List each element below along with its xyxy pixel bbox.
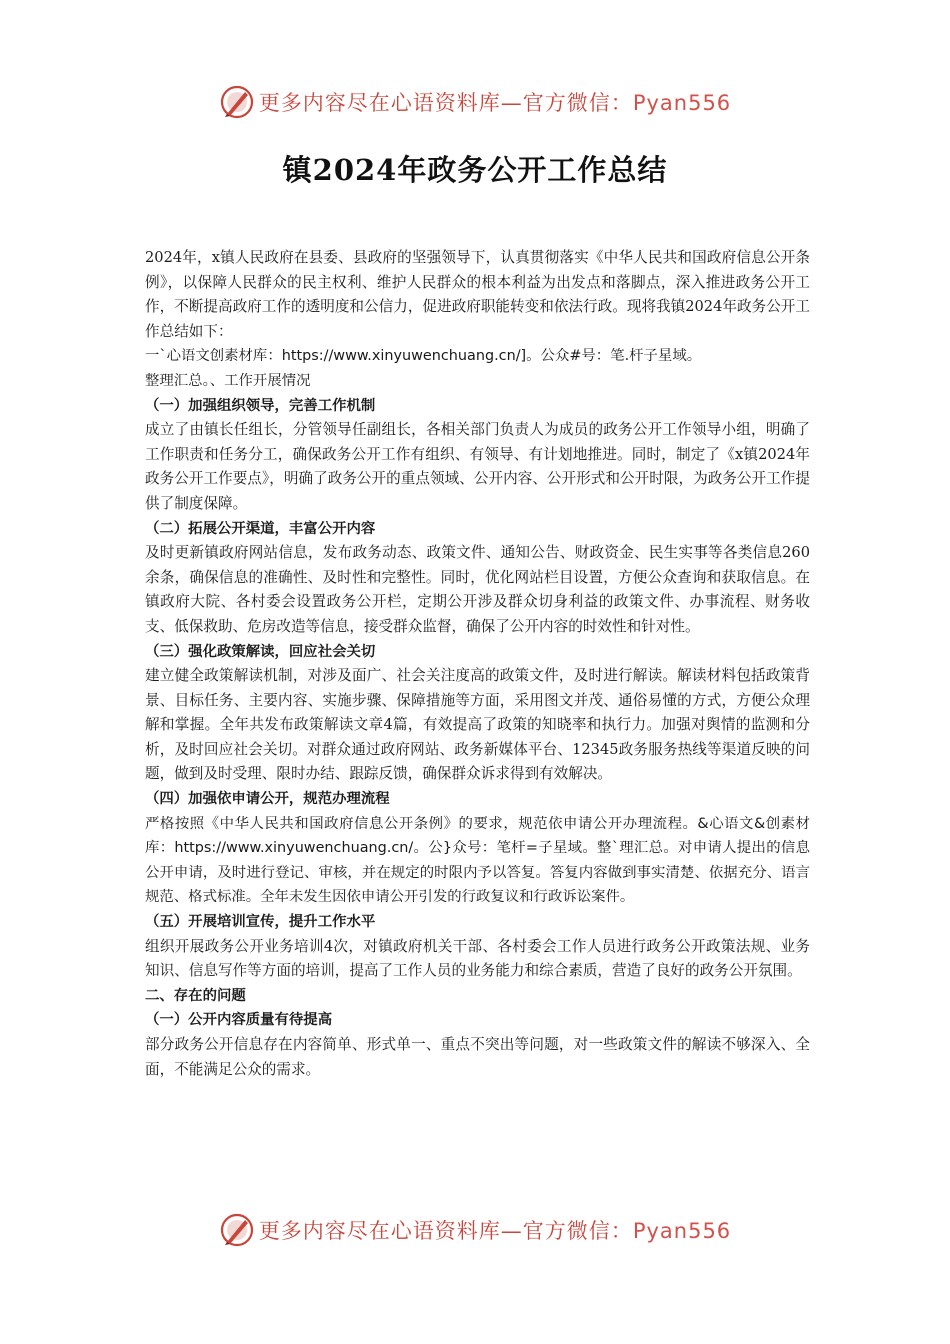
subsection-2-1-heading: （一）公开内容质量有待提高 <box>145 1012 333 1029</box>
section-2-heading: 二、存在的问题 <box>145 987 246 1004</box>
page-title: 镇2024年政务公开工作总结 <box>282 153 668 187</box>
document-body <box>145 246 810 1082</box>
intro-paragraph: 2024年，x镇人民政府在县委、县政府的坚强领导下，认真贯彻落实《中华人民共和国政府信息公开条例》，以保障人民群众的民主权利、维护人民群众的根本利益为出发点和落脚点，深入推进政务公开工作，不断提高政府工作的透明度和公信力，促进政府职能转变和依法行政。现将我镇2024年政务公开工作总结如下： <box>145 249 810 340</box>
subsection-1-1-body: 成立了由镇长任组长，分管领导任副组长，各相关部门负责人为成员的政务公开工作领导小组，明确了工作职责和任务分工，确保政务公开工作有组织、有领导、有计划地推进。同时，制定了《x镇2024年政务公开工作要点》，明确了政务公开的重点领域、公开内容、公开形式和公开时限，为政务公开工作提供了制度保障。 <box>145 421 810 512</box>
banner-text: 更多内容尽在心语资料库—官方微信：Pyan556 <box>258 91 732 115</box>
section-1-heading-line1: 一`心语文创素材库：https://www.xinyuwenchuang.cn/]。公众#号：笔.杆子星域。 <box>145 348 702 365</box>
subsection-1-3-heading: （三）强化政策解读，回应社会关切 <box>145 643 376 660</box>
subsection-1-4-body: 严格按照《中华人民共和国政府信息公开条例》的要求，规范依申请公开办理流程。&心语文&创素材库：https://www.xinyuwenchuang.cn/。公}众号：笔杆=子星域。整`理汇总。对申请人提出的信息公开申请，及时进行登记、审核，并在规定的时限内予以答复。答复内容做到事实清楚、依据充分、语言规范、格式标准。全年未发生因依申请公开引发的行政复议和行政诉讼案件。 <box>145 815 810 906</box>
subsection-1-3-body: 建立健全政策解读机制，对涉及面广、社会关注度高的政策文件，及时进行解读。解读材料包括政策背景、目标任务、主要内容、实施步骤、保障措施等方面，采用图文并茂、通俗易懂的方式，方便公众理解和掌握。全年共发布政策解读文章4篇，有效提高了政策的知晓率和执行力。加强对舆情的监测和分析，及时回应社会关切。对群众通过政府网站、政务新媒体平台、12345政务服务热线等渠道反映的问题，做到及时受理、限时办结、跟踪反馈，确保群众诉求得到有效解决。 <box>145 667 810 783</box>
subsection-1-5-heading: （五）开展培训宣传，提升工作水平 <box>145 914 376 931</box>
subsection-1-2-body: 及时更新镇政府网站信息，发布政务动态、政策文件、通知公告、财政资金、民生实事等各类信息260余条，确保信息的准确性、及时性和完整性。同时，优化网站栏目设置，方便公众查询和获取信息。在镇政府大院、各村委会设置政务公开栏，定期公开涉及群众切身利益的政策文件、办事流程、财务收支、低保救助、危房改造等信息，接受群众监督，确保了公开内容的时效性和针对性。 <box>145 544 810 635</box>
pen-logo-icon <box>219 1212 255 1248</box>
subsection-1-4-heading: （四）加强依申请公开，规范办理流程 <box>145 791 390 808</box>
header-banner <box>0 82 950 122</box>
banner-text: 更多内容尽在心语资料库—官方微信：Pyan556 <box>258 1219 732 1243</box>
subsection-1-2-heading: （二）拓展公开渠道，丰富公开内容 <box>145 520 376 537</box>
section-1-heading-line2: 整理汇总。、工作开展情况 <box>145 372 311 389</box>
footer-banner <box>0 1210 950 1250</box>
subsection-1-1-heading: （一）加强组织领导，完善工作机制 <box>145 397 376 414</box>
subsection-1-5-body: 组织开展政务公开业务培训4次，对镇政府机关干部、各村委会工作人员进行政务公开政策法规、业务知识、信息写作等方面的培训，提高了工作人员的业务能力和综合素质，营造了良好的政务公开氛围。 <box>145 937 810 980</box>
pen-logo-icon <box>219 84 255 120</box>
subsection-2-1-body: 部分政务公开信息存在内容简单、形式单一、重点不突出等问题，对一些政策文件的解读不够深入、全面，不能满足公众的需求。 <box>145 1036 810 1078</box>
